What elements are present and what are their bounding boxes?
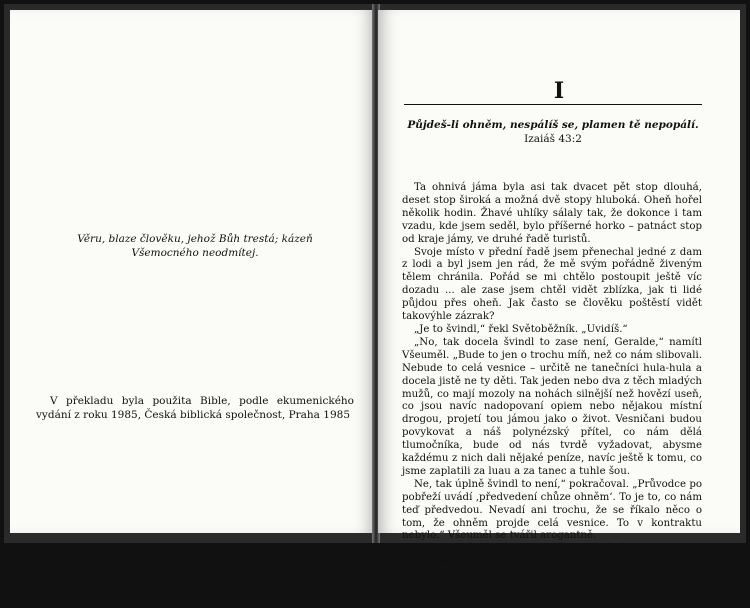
chapter-epigraph (404, 118, 702, 146)
book-spread (4, 4, 746, 606)
epigraph-quote: Půjdeš-li ohněm, nespálíš se, plamen tě nepopálí. (407, 119, 699, 131)
paragraph: Ne, tak úplně švindl to není,“ pokračoval. „Průvodce po pobřeží uvádí ‚předvedení chůze ohněm‘. To je to, co nám teď předvedou. Nevadí ani trochu, že se říkalo něco o tom, že ohněm projde celá vesnice. To v kontraktu nebylo.“ Všeuměl se tvářil arogantně. (402, 478, 702, 542)
chapter-body (402, 182, 702, 608)
right-page (378, 10, 740, 606)
paragraph: Svoje místo v přední řadě jsem přenechal jedné z dam z lodi a byl jsem jen rád, že mě svým pořádně živeným tělem chránila. Pořád se mi chtělo postoupit ještě víc dozadu ... ale zase jsem chtěl vidět zblízka, jak ti lidé půjdou přes oheň. Jak často se člověku poštěstí vidět takovýhle zázrak? (402, 246, 702, 323)
paragraph: „No, tak docela švindl to zase není, Geralde,“ namítl Všeuměl. „Bude to jen o trochu míň, než co nám slibovali. Nebude to celá vesnice – určitě ne tanečníci hula-hula a docela jistě ne ty děti. Tak jeden nebo dva z těch mladých mužů, co mají mozoly na nohách silnější než hovězí useň, co jsou navíc nadopovaní opiem nebo nějakou místní drogou, projetí tou jámou jako o život. Vesničani budou povykovat a náš polynézský přítel, co nám dělá tlumočníka, bude od nás tvrdě vyžadovat, abysme každému z nich dali nějaké peníze, navíc ještě k tomu, co jsme zaplatili za luau a za tanec a tuhle šou. (402, 336, 702, 477)
left-epigraph: Věru, blaze člověku, jehož Bůh trestá; kázeň Všemocného neodmítej. (77, 233, 313, 259)
epigraph-source: Izaiáš 43:2 (524, 133, 582, 145)
edition-note: V překladu byla použita Bible, podle ekumenického vydání z roku 1985, Česká biblická společnost, Praha 1985 (36, 395, 354, 421)
paragraph: Ta ohnivá jáma byla asi tak dvacet pět stop dlouhá, deset stop široká a možná dvě stopy hluboká. Oheň hořel několik hodin. Žhavé uhlíky sálaly tak, že dokonce i tam vzadu, kde jsem seděl, bylo příšerné horko – patnáct stop od kraje jámy, ve druhé řadě turistů. (402, 182, 702, 245)
paragraph: Měl jsem nutkání poprosit ho, aby mi vysvětlil pojem „skupinová hypnóza“ – ale nikdo mě nechtěl poslouchat; byl jsem junior – to se netýkalo věku, ale řídilo se to délkou pobytu na motorové cestovní lodi (402, 556, 702, 606)
chapter-rule (404, 104, 702, 105)
paragraph: „Skupinová hypnóza,“ prohlásil Znuděný. (414, 543, 627, 555)
left-page (10, 10, 374, 533)
paragraph: „Je to švindl,“ řekl Světoběžník. „Uvidíš.“ (414, 323, 628, 335)
chapter-number: I (553, 78, 565, 104)
